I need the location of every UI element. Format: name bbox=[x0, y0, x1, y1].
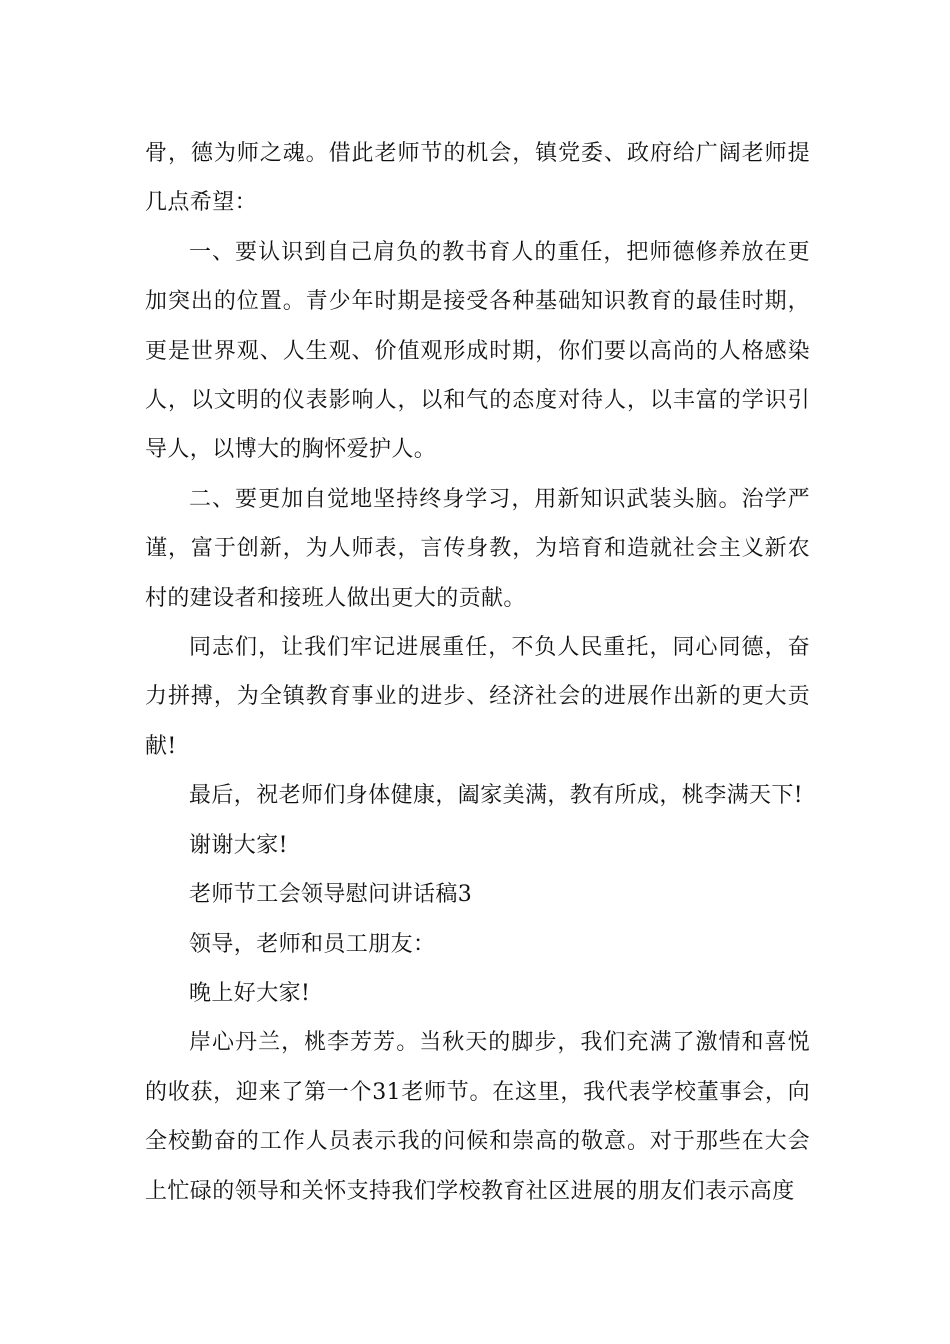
paragraph-point-one: 一、要认识到自己肩负的教书育人的重任，把师德修养放在更加突出的位置。青少年时期是接受各种基础知识教育的最佳时期，更是世界观、人生观、价值观形成时期，你们要以高尚的人格感染人，以文明的仪表影响人，以和气的态度对待人，以丰富的学识引导人，以博大的胸怀爱护人。 bbox=[145, 239, 810, 463]
paragraph-thanks: 谢谢大家! bbox=[189, 832, 288, 858]
paragraph-wishes: 最后，祝老师们身体健康，阖家美满，教有所成，桃李满天下! bbox=[189, 783, 804, 809]
paragraph-opening: 岸心丹兰，桃李芳芳。当秋天的脚步，我们充满了激情和喜悦的收获，迎来了第一个31老师节。在这里，我代表学校董事会，向全校勤奋的工作人员表示我的问候和崇高的敬意。对于那些在大会上忙碌的领导和关怀支持我们学校教育社区进展的朋友们表示高度 bbox=[145, 1030, 810, 1204]
document-body bbox=[145, 129, 810, 1216]
paragraph-appeal: 同志们，让我们牢记进展重任，不负人民重托，同心同德，奋力拼搏，为全镇教育事业的进步、经济社会的进展作出新的更大贡献! bbox=[145, 635, 810, 759]
paragraph-greeting: 晚上好大家! bbox=[189, 980, 311, 1006]
section-heading: 老师节工会领导慰问讲话稿3 bbox=[189, 882, 473, 908]
paragraph-point-two: 二、要更加自觉地坚持终身学习，用新知识武装头脑。治学严谨，富于创新，为人师表，言传身教，为培育和造就社会主义新农村的建设者和接班人做出更大的贡献。 bbox=[145, 486, 810, 611]
paragraph-salutation: 领导，老师和员工朋友： bbox=[189, 931, 436, 957]
paragraph-continuation: 骨，德为师之魂。借此老师节的机会，镇党委、政府给广阔老师提几点希望： bbox=[145, 141, 810, 216]
